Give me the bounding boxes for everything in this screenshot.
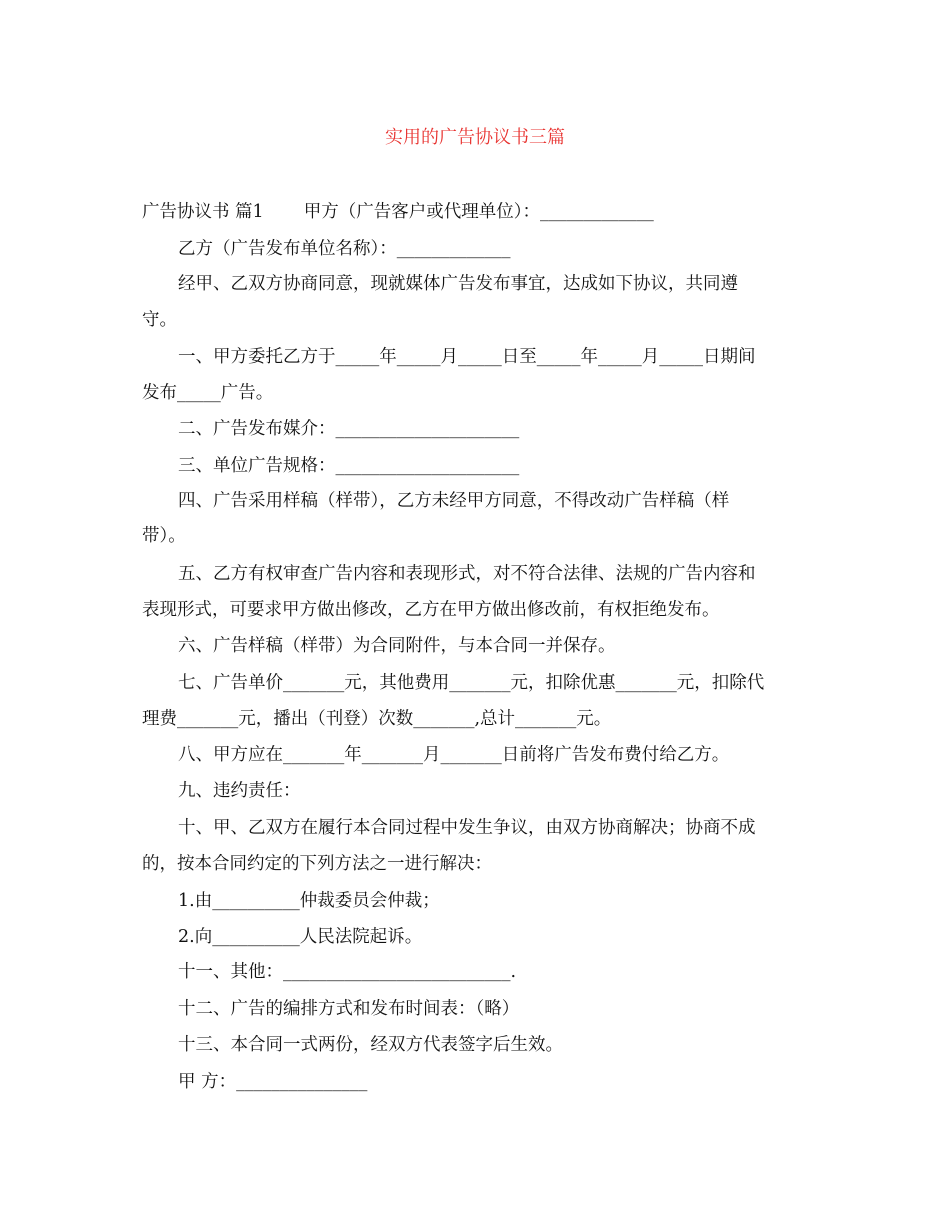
clause-4-line: 四、广告采用样稿（样带），乙方未经甲方同意，不得改动广告样稿（样 <box>178 491 730 511</box>
clause-7-line: 七、广告单价_______元，其他费用_______元，扣除优惠_______元，扣除代 <box>178 673 765 693</box>
clause-1-line: 一、甲方委托乙方于_____年_____月_____日至_____年_____月_____日期间 <box>178 347 756 367</box>
paragraph-line: 守。 <box>142 310 177 330</box>
party-a-signature-field: 甲 方：_______________ <box>178 1072 368 1092</box>
clause-5-line: 五、乙方有权审查广告内容和表现形式，对不符合法律、法规的广告内容和 <box>178 564 756 584</box>
court-option: 2.向__________人民法院起诉。 <box>178 927 423 947</box>
heading-line <box>142 198 812 223</box>
clause-12-line: 十二、广告的编排方式和发布时间表：（略） <box>178 999 520 1019</box>
party-b-field: 乙方（广告发布单位名称）：_____________ <box>178 239 511 259</box>
clause-10-line: 的，按本合同约定的下列方法之一进行解决： <box>142 854 492 874</box>
clause-1-line: 发布_____广告。 <box>142 383 274 403</box>
clause-10-line: 十、甲、乙双方在履行本合同过程中发生争议，由双方协商解决；协商不成 <box>178 818 756 838</box>
document-title: 实用的广告协议书三篇 <box>385 127 565 148</box>
clause-7-line: 理费_______元，播出（刊登）次数_______,总计_______元。 <box>142 709 612 729</box>
party-a-field: 甲方（广告客户或代理单位）：_____________ <box>303 202 654 222</box>
clause-13-line: 十三、本合同一式两份，经双方代表签字后生效。 <box>178 1035 563 1055</box>
clause-4-line: 带）。 <box>142 526 186 546</box>
clause-5-line: 表现形式，可要求甲方做出修改，乙方在甲方做出修改前，有权拒绝发布。 <box>142 600 720 620</box>
clause-3-line: 三、单位广告规格：_____________________ <box>178 456 520 476</box>
clause-11-line: 十一、其他：__________________________. <box>178 962 517 982</box>
arbitration-option: 1.由__________仲裁委员会仲裁； <box>178 891 440 911</box>
clause-2-line: 二、广告发布媒介：_____________________ <box>178 419 520 439</box>
clause-8-line: 八、甲方应在_______年_______月_______日前将广告发布费付给乙方。 <box>178 745 730 765</box>
section-heading: 广告协议书 篇1 <box>142 202 264 222</box>
clause-6-line: 六、广告样稿（样带）为合同附件，与本合同一并保存。 <box>178 636 616 656</box>
paragraph-line: 经甲、乙双方协商同意，现就媒体广告发布事宜，达成如下协议，共同遵 <box>178 274 738 294</box>
clause-9-line: 九、违约责任： <box>178 781 301 801</box>
